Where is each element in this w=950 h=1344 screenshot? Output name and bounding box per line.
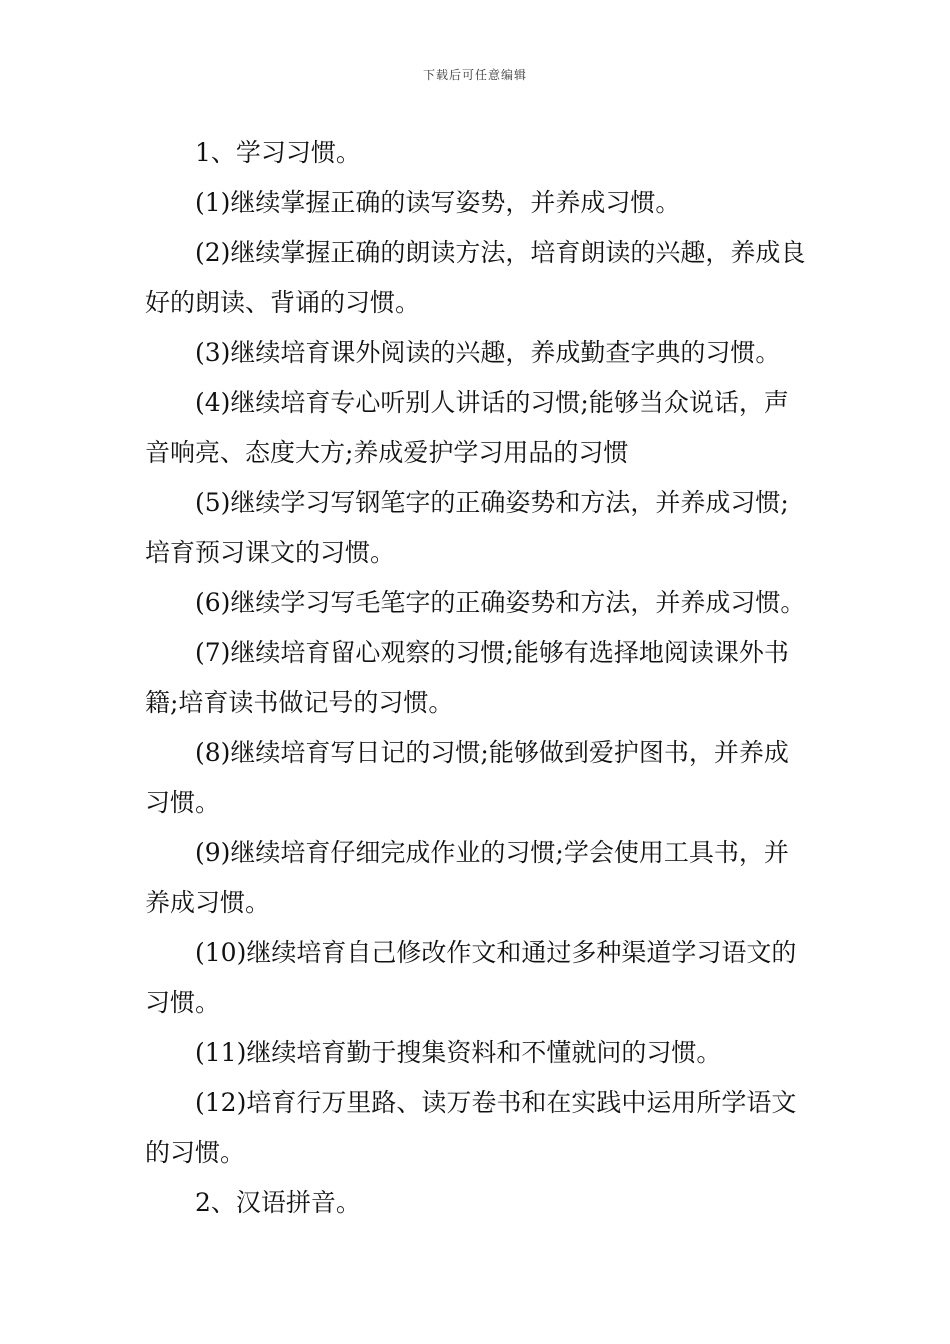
document-body <box>145 128 810 1228</box>
habit-item-1: (1)继续掌握正确的读写姿势，并养成习惯。 <box>195 188 681 217</box>
habit-item-8: (8)继续培育写日记的习惯;能够做到爱护图书，并养成习惯。 <box>145 738 789 817</box>
habit-item-5: (5)继续学习写钢笔字的正确姿势和方法，并养成习惯;培育预习课文的习惯。 <box>145 488 789 567</box>
habit-item-10: (10)继续培育自己修改作文和通过多种渠道学习语文的习惯。 <box>145 938 797 1017</box>
habit-item-2: (2)继续掌握正确的朗读方法，培育朗读的兴趣，养成良好的朗读、背诵的习惯。 <box>145 238 806 317</box>
habit-item-9: (9)继续培育仔细完成作业的习惯;学会使用工具书，并养成习惯。 <box>145 838 789 917</box>
header-note: 下载后可任意编辑 <box>422 68 527 82</box>
habit-item-4: (4)继续培育专心听别人讲话的习惯;能够当众说话，声音响亮、态度大方;养成爱护学习用品的习惯 <box>145 388 789 467</box>
habit-item-11: (11)继续培育勤于搜集资料和不懂就问的习惯。 <box>195 1038 722 1067</box>
habit-item-12: (12)培育行万里路、读万卷书和在实践中运用所学语文的习惯。 <box>145 1088 797 1167</box>
habit-item-6: (6)继续学习写毛笔字的正确姿势和方法，并养成习惯。 <box>195 588 806 617</box>
section-heading-study-habits: 1、学习习惯。 <box>195 138 361 167</box>
habit-item-7: (7)继续培育留心观察的习惯;能够有选择地阅读课外书籍;培育读书做记号的习惯。 <box>145 638 789 717</box>
habit-item-3: (3)继续培育课外阅读的兴趣，养成勤查字典的习惯。 <box>195 338 781 367</box>
section-heading-pinyin: 2、汉语拼音。 <box>195 1188 361 1217</box>
